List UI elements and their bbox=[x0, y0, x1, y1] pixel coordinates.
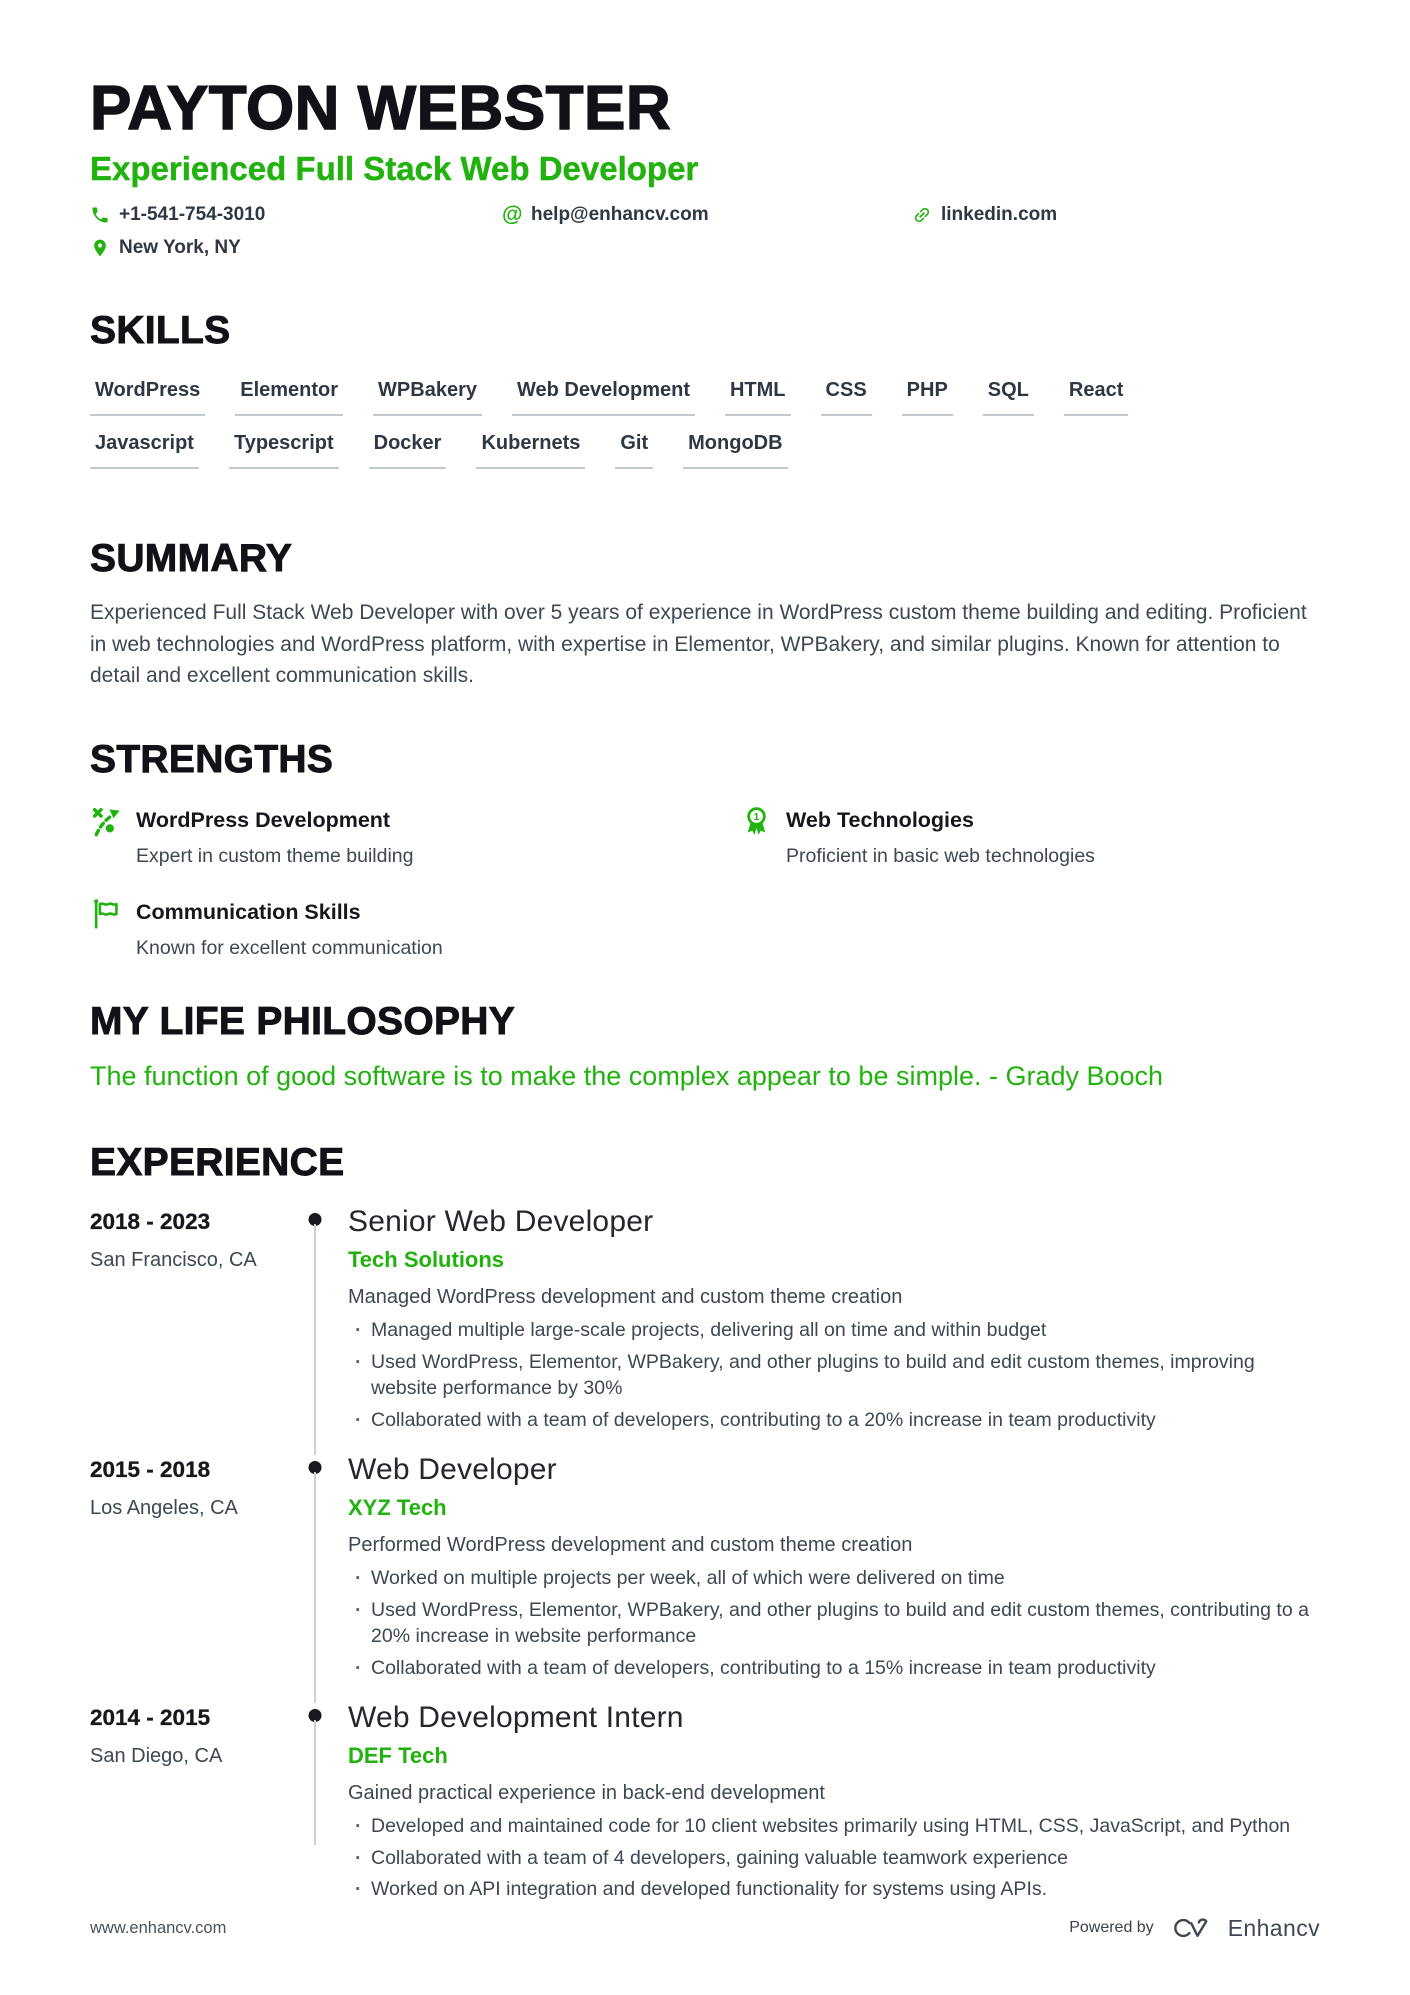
experience-bullet: · Developed and maintained code for 10 client websites primarily using HTML, CSS, JavaScript, and Python bbox=[348, 1813, 1320, 1840]
skill-chip: Typescript bbox=[229, 432, 339, 469]
experience-dates: 2015 - 2018 bbox=[90, 1457, 211, 1483]
summary-heading: SUMMARY bbox=[90, 537, 293, 580]
experience-bullets bbox=[348, 1317, 1320, 1433]
skill-chip: WPBakery bbox=[373, 379, 482, 416]
experience-description: Gained practical experience in back-end development bbox=[348, 1782, 825, 1805]
skill-chip: Docker bbox=[369, 432, 447, 469]
skill-chip: CSS bbox=[821, 379, 872, 416]
summary-text: Experienced Full Stack Web Developer with over 5 years of experience in WordPress custom theme building and editing. Proficient in web technologies and WordPress platform, with expertise in Elementor, WPBakery, and similar plugins. Known for attention to detail and excellent communication skills. bbox=[90, 601, 1307, 687]
strength-item-web-technologies bbox=[740, 804, 1320, 868]
skill-chip: React bbox=[1064, 379, 1128, 416]
experience-bullet: · Collaborated with a team of developers, contributing to a 15% increase in team productivity bbox=[348, 1655, 1320, 1682]
strength-description: Known for excellent communication bbox=[136, 936, 443, 959]
link-icon bbox=[908, 201, 936, 229]
contact-phone[interactable] bbox=[90, 204, 502, 226]
experience-description: Performed WordPress development and custom theme creation bbox=[348, 1534, 913, 1557]
pin-icon bbox=[90, 238, 110, 258]
medal-icon bbox=[740, 805, 773, 838]
philosophy-heading: MY LIFE PHILOSOPHY bbox=[90, 999, 516, 1043]
timeline bbox=[282, 1205, 348, 1433]
skill-chip: SQL bbox=[983, 379, 1034, 416]
skills-section bbox=[90, 309, 1320, 469]
experience-bullet: · Used WordPress, Elementor, WPBakery, and other plugins to build and edit custom themes, improving website performance by 30% bbox=[348, 1349, 1320, 1402]
philosophy-quote: The function of good software is to make the complex appear to be simple. - Grady Booch bbox=[90, 1060, 1164, 1091]
timeline-line bbox=[314, 1472, 316, 1703]
summary-section bbox=[90, 537, 1320, 692]
strength-description: Proficient in basic web technologies bbox=[786, 844, 1095, 867]
experience-bullets bbox=[348, 1813, 1320, 1903]
skill-chip: PHP bbox=[902, 379, 953, 416]
link-text: linkedin.com bbox=[941, 204, 1058, 225]
experience-location: San Diego, CA bbox=[90, 1745, 223, 1768]
phone-icon bbox=[90, 205, 110, 225]
footer-website-link[interactable]: www.enhancv.com bbox=[90, 1918, 227, 1937]
phone-number: +1-541-754-3010 bbox=[119, 204, 266, 225]
skill-chip: WordPress bbox=[90, 379, 205, 416]
contact-email[interactable] bbox=[502, 204, 912, 226]
experience-bullets bbox=[348, 1565, 1320, 1681]
strength-item-wordpress-development bbox=[90, 804, 670, 868]
experience-dates: 2018 - 2023 bbox=[90, 1209, 211, 1235]
timeline-line bbox=[314, 1720, 316, 1845]
skill-chip: MongoDB bbox=[683, 432, 787, 469]
experience-company: Tech Solutions bbox=[348, 1247, 505, 1273]
experience-title: Senior Web Developer bbox=[348, 1205, 654, 1239]
experience-location: San Francisco, CA bbox=[90, 1249, 257, 1272]
enhancv-brand-name: Enhancv bbox=[1227, 1914, 1320, 1941]
timeline-line bbox=[314, 1224, 316, 1455]
powered-by bbox=[1069, 1913, 1320, 1943]
experience-bullet: · Worked on API integration and developed functionality for systems using APIs. bbox=[348, 1876, 1320, 1903]
skill-chip: HTML bbox=[725, 379, 791, 416]
experience-company: DEF Tech bbox=[348, 1743, 448, 1769]
skills-row-1 bbox=[90, 379, 1320, 416]
location-text: New York, NY bbox=[119, 237, 241, 258]
experience-content bbox=[348, 1453, 1320, 1681]
skills-heading: SKILLS bbox=[90, 309, 231, 352]
skill-chip: Web Development bbox=[512, 379, 695, 416]
experience-bullet: · Collaborated with a team of developers, contributing to a 20% increase in team productivity bbox=[348, 1407, 1320, 1434]
strength-description: Expert in custom theme building bbox=[136, 844, 414, 867]
skill-chip: Git bbox=[615, 432, 653, 469]
timeline bbox=[282, 1701, 348, 1903]
footer bbox=[90, 1913, 1320, 1943]
email-address: help@enhancv.com bbox=[531, 204, 709, 225]
experience-heading: EXPERIENCE bbox=[90, 1141, 345, 1185]
enhancv-logo-icon bbox=[1168, 1913, 1214, 1943]
experience-item bbox=[90, 1205, 1320, 1433]
skills-row-2 bbox=[90, 432, 1320, 469]
experience-title: Web Development Intern bbox=[348, 1701, 684, 1735]
timeline bbox=[282, 1453, 348, 1681]
philosophy-section bbox=[90, 1000, 1320, 1094]
experience-content bbox=[348, 1205, 1320, 1433]
strength-title: Communication Skills bbox=[136, 899, 361, 924]
person-name: PAYTON WEBSTER bbox=[90, 74, 672, 143]
experience-meta bbox=[90, 1701, 282, 1903]
powered-by-label: Powered by bbox=[1069, 1919, 1154, 1936]
experience-section bbox=[90, 1141, 1320, 1903]
strengths-heading: STRENGTHS bbox=[90, 737, 334, 781]
experience-bullet: · Managed multiple large-scale projects, delivering all on time and within budget bbox=[348, 1317, 1320, 1344]
experience-company: XYZ Tech bbox=[348, 1495, 447, 1521]
strategy-icon bbox=[90, 805, 123, 838]
contact-link[interactable] bbox=[912, 204, 1320, 226]
contact-row bbox=[90, 204, 1320, 259]
skill-chip: Kubernets bbox=[476, 432, 585, 469]
flag-icon bbox=[90, 897, 123, 930]
strength-item-communication-skills bbox=[90, 896, 670, 960]
strengths-grid bbox=[90, 804, 1320, 960]
experience-item bbox=[90, 1453, 1320, 1681]
experience-location: Los Angeles, CA bbox=[90, 1497, 238, 1520]
skill-chip: Javascript bbox=[90, 432, 199, 469]
experience-meta bbox=[90, 1205, 282, 1433]
experience-bullet: · Used WordPress, Elementor, WPBakery, and other plugins to build and edit custom themes, contributing to a 20% increase in website performance bbox=[348, 1597, 1320, 1650]
contact-location bbox=[90, 237, 502, 259]
headline: Experienced Full Stack Web Developer bbox=[90, 150, 699, 187]
strength-title: WordPress Development bbox=[136, 807, 391, 832]
strength-title: Web Technologies bbox=[786, 807, 974, 832]
experience-title: Web Developer bbox=[348, 1453, 557, 1487]
experience-content bbox=[348, 1701, 1320, 1903]
experience-bullet: · Worked on multiple projects per week, all of which were delivered on time bbox=[348, 1565, 1320, 1592]
experience-description: Managed WordPress development and custom theme creation bbox=[348, 1286, 903, 1309]
skill-chip: Elementor bbox=[235, 379, 343, 416]
experience-bullet: · Collaborated with a team of 4 developers, gaining valuable teamwork experience bbox=[348, 1845, 1320, 1872]
svg-text:1: 1 bbox=[753, 811, 760, 823]
at-icon: @ bbox=[502, 203, 523, 226]
header bbox=[90, 74, 1320, 259]
strengths-section bbox=[90, 738, 1320, 960]
experience-item bbox=[90, 1701, 1320, 1903]
experience-meta bbox=[90, 1453, 282, 1681]
experience-dates: 2014 - 2015 bbox=[90, 1705, 211, 1731]
